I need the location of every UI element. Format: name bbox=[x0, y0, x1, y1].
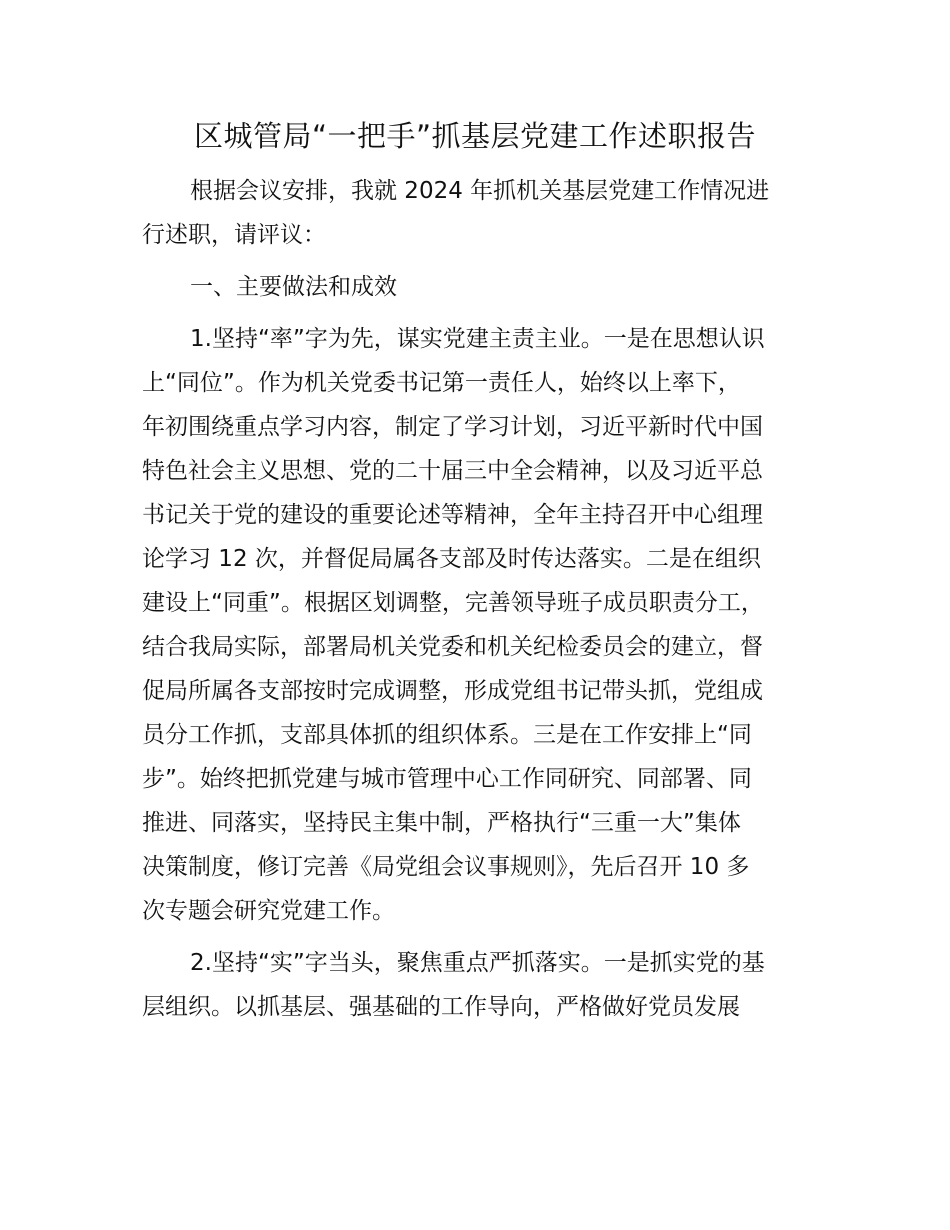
paragraph-line: 行述职，请评议： bbox=[142, 222, 326, 248]
paragraph-line: 书记关于党的建设的重要论述等精神，全年主持召开中心组理 bbox=[142, 502, 763, 528]
paragraph-line: 1.坚持“率”字为先，谋实党建主责主业。一是在思想认识 bbox=[190, 326, 765, 352]
paragraph-line: 根据会议安排，我就 2024 年抓机关基层党建工作情况进 bbox=[190, 178, 770, 204]
paragraph-line: 员分工作抓，支部具体抓的组织体系。三是在工作安排上“同 bbox=[142, 722, 752, 748]
paragraph-line: 上“同位”。作为机关党委书记第一责任人，始终以上率下， bbox=[142, 370, 741, 396]
paragraph-line: 年初围绕重点学习内容，制定了学习计划，习近平新时代中国 bbox=[142, 414, 763, 440]
paragraph-line: 推进、同落实，坚持民主集中制，严格执行“三重一大”集体 bbox=[142, 810, 741, 836]
section-heading: 一、主要做法和成效 bbox=[190, 274, 397, 300]
paragraph-line: 决策制度，修订完善《局党组会议事规则》，先后召开 10 多 bbox=[142, 854, 750, 880]
paragraph-line: 特色社会主义思想、党的二十届三中全会精神，以及习近平总 bbox=[142, 458, 763, 484]
paragraph-line: 层组织。以抓基层、强基础的工作导向，严格做好党员发展 bbox=[142, 994, 740, 1020]
paragraph-line: 建设上“同重”。根据区划调整，完善领导班子成员职责分工， bbox=[142, 590, 764, 616]
paragraph-line: 步”。始终把抓党建与城市管理中心工作同研究、同部署、同 bbox=[142, 766, 752, 792]
paragraph-line: 2.坚持“实”字当头，聚焦重点严抓落实。一是抓实党的基 bbox=[190, 950, 765, 976]
paragraph-line: 次专题会研究党建工作。 bbox=[142, 898, 395, 924]
document-title: 区城管局“一把手”抓基层党建工作述职报告 bbox=[193, 119, 757, 153]
paragraph-line: 论学习 12 次，并督促局属各支部及时传达落实。二是在组织 bbox=[142, 546, 761, 572]
paragraph-line: 促局所属各支部按时完成调整，形成党组书记带头抓，党组成 bbox=[142, 678, 763, 704]
paragraph-line: 结合我局实际，部署局机关党委和机关纪检委员会的建立，督 bbox=[142, 634, 763, 660]
